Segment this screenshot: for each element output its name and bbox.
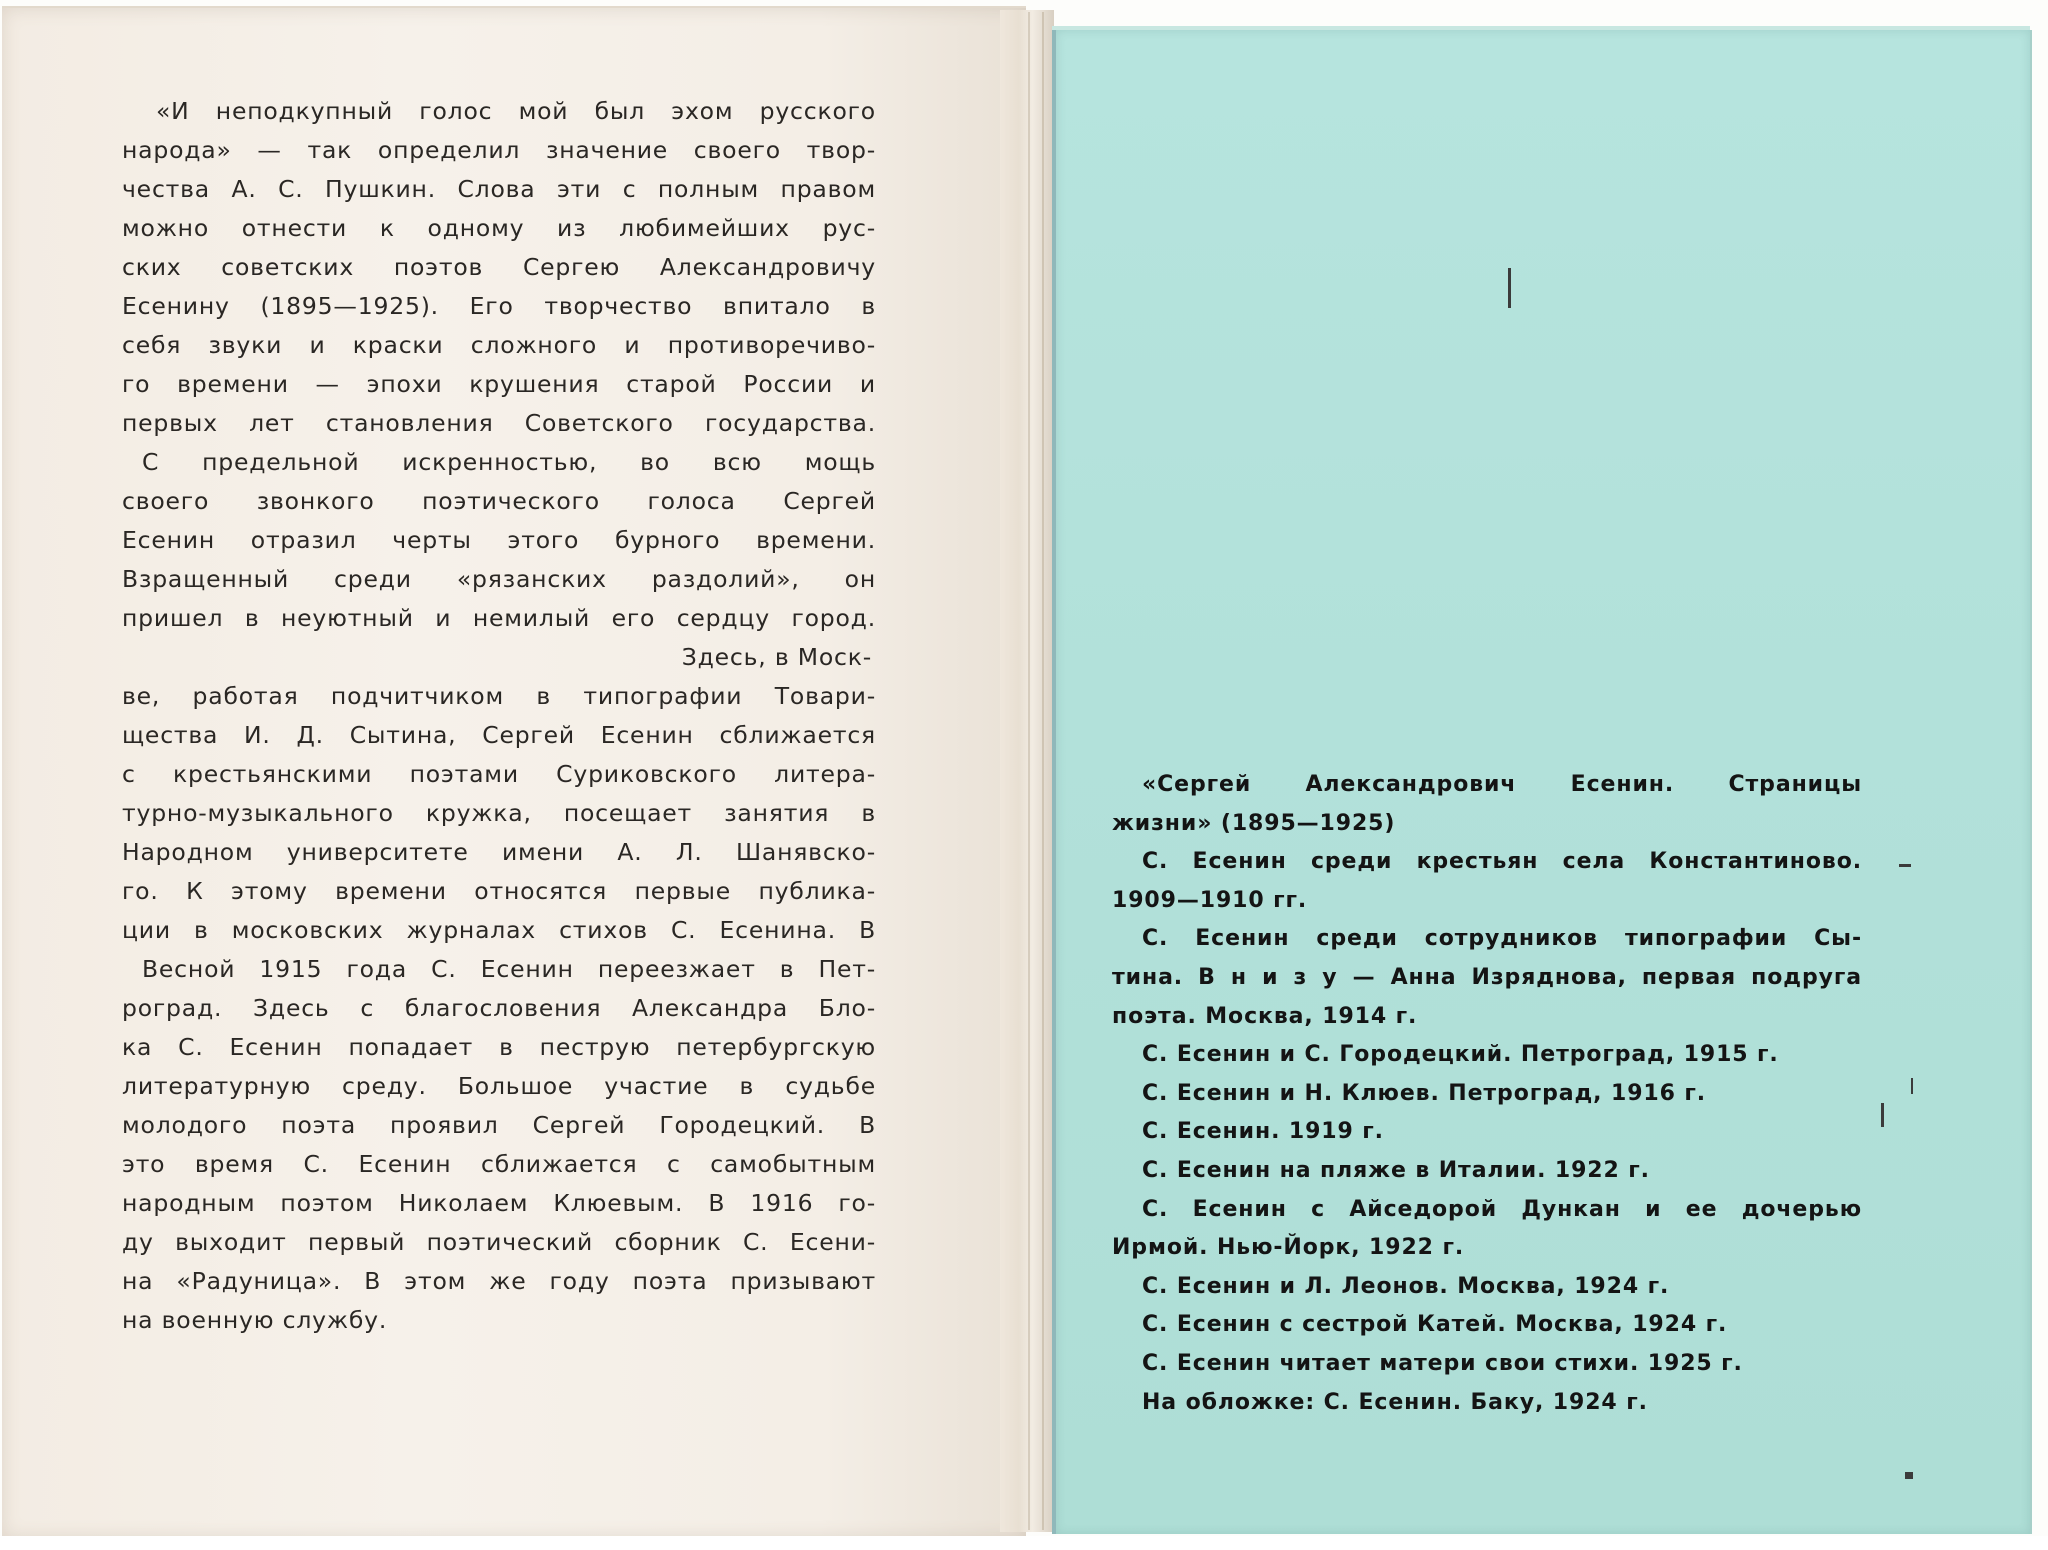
text-line: С предельной искренностью, во всю мощь [142,448,876,476]
text-line: народа» — так определил значение своего твор- [122,136,876,164]
text-line: Взращенный среди «рязанских раздолий», он [122,565,876,593]
print-speck [1881,1103,1884,1127]
caption-line: Ирмой. Нью-Йорк, 1922 г. [1112,1235,1465,1261]
text-line: го. К этому времени относятся первые публика- [122,877,876,905]
text-line: можно отнести к одному из любимейших рус- [122,214,876,242]
caption-line: С. Есенин. 1919 г. [1142,1119,1384,1145]
caption-line: С. Есенин среди крестьян села Константиново. [1142,849,1862,875]
caption-line: поэта. Москва, 1914 г. [1112,1003,1418,1029]
text-line: ка С. Есенин попадает в пеструю петербургскую [122,1033,876,1061]
caption-line: С. Есенин и С. Городецкий. Петроград, 1915 г. [1142,1042,1779,1068]
text-line: своего звонкого поэтического голоса Сергей [122,487,876,515]
print-speck [1899,864,1911,867]
left-page-text [122,92,876,1340]
text-line: Весной 1915 года С. Есенин переезжает в Пет- [142,955,876,983]
text-line: ду выходит первый поэтический сборник С. Есени- [122,1228,876,1256]
text-line: молодого поэта проявил Сергей Городецкий. В [122,1111,876,1139]
book-gutter [1000,10,1054,1532]
caption-line: С. Есенин читает матери свои стихи. 1925 г. [1142,1350,1743,1376]
text-line: с крестьянскими поэтами Суриковского литера- [122,760,876,788]
text-line: это время С. Есенин сближается с самобытным [122,1150,876,1178]
print-speck [1508,268,1511,308]
bottom-margin [0,1536,2048,1550]
text-line: Есенин отразил черты этого бурного времени. [122,526,876,554]
text-line: на «Радуница». В этом же году поэта призывают [122,1267,876,1295]
text-line: го времени — эпохи крушения старой России и [122,370,876,398]
text-line: народным поэтом Николаем Клюевым. В 1916 го- [122,1189,876,1217]
caption-line: тина. В н и з у — Анна Изряднова, первая подруга [1112,964,1862,990]
text-line: Народном университете имени А. Л. Шанявско- [122,838,876,866]
text-line: себя звуки и краски сложного и противоречиво- [122,331,876,359]
gutter-fold-line [1028,12,1030,1530]
caption-line: 1909—1910 гг. [1112,887,1308,913]
text-line: Есенину (1895—1925). Его творчество впитало в [122,292,876,320]
text-line: первых лет становления Советского государства. [122,409,876,437]
text-line: «И неподкупный голос мой был эхом русского [156,97,876,125]
text-line: ции в московских журналах стихов С. Есенина. В [122,916,876,944]
print-speck [1905,1472,1913,1479]
text-line: пришел в неуютный и немилый его сердцу город. [122,604,876,632]
caption-line: С. Есенин на пляже в Италии. 1922 г. [1142,1157,1650,1183]
caption-line: жизни» (1895—1925) [1112,810,1396,836]
text-line: турно-музыкального кружка, посещает занятия в [122,799,876,827]
caption-line: На обложке: С. Есенин. Баку, 1924 г. [1142,1389,1648,1415]
caption-line: «Сергей Александрович Есенин. Страницы [1142,772,1862,797]
text-line: щества И. Д. Сытина, Сергей Есенин сближается [122,721,876,749]
photo-captions-list [1112,766,1862,1422]
text-line: на военную службу. [122,1306,388,1334]
text-line: роград. Здесь с благословения Александра Бло- [122,994,876,1022]
text-line: чества А. С. Пушкин. Слова эти с полным правом [122,175,876,203]
caption-line: С. Есенин и Н. Клюев. Петроград, 1916 г. [1142,1080,1707,1106]
caption-line: С. Есенин с Айседорой Дункан и ее дочерью [1142,1196,1862,1222]
caption-line: С. Есенин среди сотрудников типографии Сы- [1142,926,1862,952]
gutter-fold-line [1042,12,1044,1530]
caption-line: С. Есенин и Л. Леонов. Москва, 1924 г. [1142,1273,1670,1299]
text-line: Здесь, в Моск- [681,643,872,671]
text-line: ве, работая подчитчиком в типографии Товари- [122,682,876,710]
caption-line: С. Есенин с сестрой Катей. Москва, 1924 г. [1142,1312,1728,1338]
print-speck [1911,1078,1913,1094]
text-line: ских советских поэтов Сергею Александровичу [122,253,876,281]
text-line: литературную среду. Большое участие в судьбе [122,1072,876,1100]
